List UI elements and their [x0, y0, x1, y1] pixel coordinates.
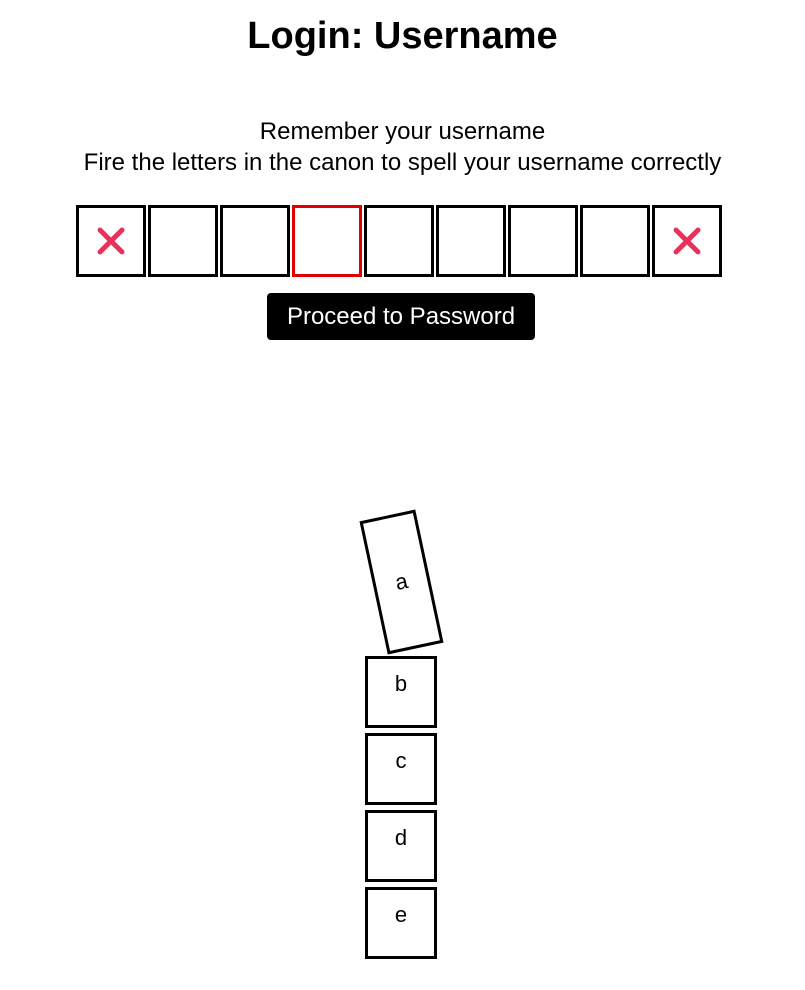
proceed-to-password-button[interactable]: Proceed to Password [267, 293, 535, 340]
letter-slot[interactable] [580, 205, 650, 277]
cannon-letter-block[interactable]: e [365, 887, 437, 959]
letter-slot[interactable] [364, 205, 434, 277]
letter-slot[interactable] [148, 205, 218, 277]
page-title: Login: Username [247, 15, 558, 57]
cannon-letter-block[interactable]: d [365, 810, 437, 882]
clear-left-button[interactable] [76, 205, 146, 277]
cannon-letter-block[interactable]: b [365, 656, 437, 728]
cannon-barrel-letter[interactable]: a [359, 510, 443, 655]
letter-slot[interactable] [508, 205, 578, 277]
letter-slot[interactable] [220, 205, 290, 277]
cannon-letter-block[interactable]: c [365, 733, 437, 805]
close-icon [672, 226, 702, 256]
instruction-line-remember: Remember your username [259, 118, 546, 145]
letter-slot-active[interactable] [292, 205, 362, 277]
close-icon [96, 226, 126, 256]
letter-slot[interactable] [436, 205, 506, 277]
instruction-line-fire: Fire the letters in the canon to spell your username correctly [83, 149, 722, 176]
instructions [0, 116, 805, 178]
clear-right-button[interactable] [652, 205, 722, 277]
username-slots [76, 205, 722, 277]
